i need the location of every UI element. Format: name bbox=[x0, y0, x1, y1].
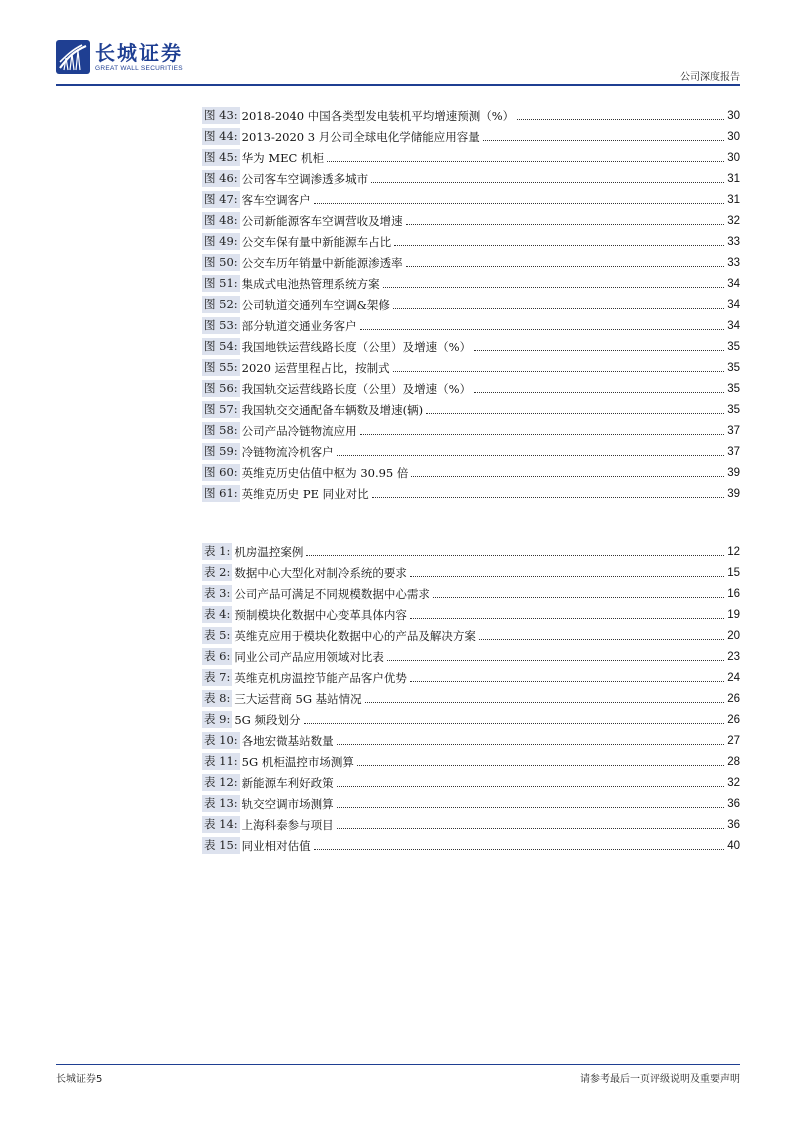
figure-entry-title: 公交车保有量中新能源车占比 bbox=[241, 234, 392, 249]
footer-divider bbox=[56, 1064, 740, 1065]
dot-leader bbox=[357, 765, 724, 766]
table-entry-label: 表 9: bbox=[204, 712, 231, 726]
figure-entry-page: 33 bbox=[727, 235, 740, 248]
table-entry-label: 表 12: bbox=[204, 775, 238, 789]
figure-entry-page: 39 bbox=[727, 466, 740, 479]
figure-entry-label: 图 61: bbox=[204, 486, 238, 500]
dot-leader bbox=[327, 161, 724, 162]
dot-leader bbox=[433, 597, 724, 598]
figure-entry-label: 图 57: bbox=[204, 402, 238, 416]
figure-entry-title: 公司产品冷链物流应用 bbox=[241, 423, 357, 438]
figure-entry[interactable] bbox=[202, 231, 740, 252]
figure-entry-page: 30 bbox=[727, 130, 740, 143]
figure-entry-page: 35 bbox=[727, 382, 740, 395]
figure-entry[interactable] bbox=[202, 336, 740, 357]
table-entry-page: 16 bbox=[727, 587, 740, 600]
figure-entry[interactable] bbox=[202, 462, 740, 483]
table-entry-label: 表 14: bbox=[204, 817, 238, 831]
figure-entry-title: 英维克历史估值中枢为 30.95 倍 bbox=[241, 465, 409, 480]
figure-entry-page: 39 bbox=[727, 487, 740, 500]
brand-logo bbox=[56, 40, 183, 74]
figure-entry[interactable] bbox=[202, 315, 740, 336]
figure-entry[interactable] bbox=[202, 147, 740, 168]
figure-entry-label: 图 49: bbox=[204, 234, 238, 248]
figure-entry[interactable] bbox=[202, 294, 740, 315]
footer-disclaimer: 请参考最后一页评级说明及重要声明 bbox=[580, 1074, 740, 1085]
table-entry-title: 机房温控案例 bbox=[234, 544, 304, 559]
dot-leader bbox=[314, 203, 725, 204]
dot-leader bbox=[483, 140, 724, 141]
figure-entry-title: 我国轨交交通配备车辆数及增速(辆) bbox=[241, 402, 424, 417]
figure-entry-title: 公交车历年销量中新能源渗透率 bbox=[241, 255, 403, 270]
figure-entry[interactable] bbox=[202, 399, 740, 420]
figure-entry[interactable] bbox=[202, 105, 740, 126]
table-entry-label: 表 4: bbox=[204, 607, 231, 621]
figure-entry-label: 图 56: bbox=[204, 381, 238, 395]
figure-entry-page: 34 bbox=[727, 319, 740, 332]
dot-leader bbox=[337, 786, 725, 787]
figure-entry-page: 35 bbox=[727, 361, 740, 374]
table-entry[interactable] bbox=[202, 646, 740, 667]
dot-leader bbox=[474, 392, 724, 393]
table-entry-title: 轨交空调市场测算 bbox=[241, 796, 334, 811]
dot-leader bbox=[360, 434, 725, 435]
dot-leader bbox=[371, 182, 724, 183]
figure-entry-label: 图 52: bbox=[204, 297, 238, 311]
table-entry-page: 32 bbox=[727, 776, 740, 789]
page-header bbox=[56, 40, 740, 88]
table-entry[interactable] bbox=[202, 751, 740, 772]
table-entry-label: 表 6: bbox=[204, 649, 231, 663]
figure-entry-label: 图 44: bbox=[204, 129, 238, 143]
table-entry-page: 36 bbox=[727, 818, 740, 831]
figure-entry[interactable] bbox=[202, 189, 740, 210]
brand-name-cn: 长城证券 bbox=[95, 40, 183, 65]
dot-leader bbox=[411, 476, 724, 477]
dot-leader bbox=[394, 245, 724, 246]
dot-leader bbox=[387, 660, 724, 661]
table-entry-title: 同业公司产品应用领域对比表 bbox=[234, 649, 384, 664]
table-entry-label: 表 13: bbox=[204, 796, 238, 810]
dot-leader bbox=[337, 455, 725, 456]
table-index bbox=[202, 541, 740, 856]
figure-entry-label: 图 47: bbox=[204, 192, 238, 206]
table-entry-title: 预制模块化数据中心变革具体内容 bbox=[234, 607, 407, 622]
figure-entry[interactable] bbox=[202, 441, 740, 462]
figure-entry-title: 2020 运营里程占比，按制式 bbox=[241, 360, 390, 375]
table-entry-label: 表 7: bbox=[204, 670, 231, 684]
figure-entry[interactable] bbox=[202, 273, 740, 294]
figure-entry-page: 34 bbox=[727, 298, 740, 311]
dot-leader bbox=[410, 681, 724, 682]
figure-entry-label: 图 53: bbox=[204, 318, 238, 332]
figure-entry-label: 图 60: bbox=[204, 465, 238, 479]
figure-entry-label: 图 58: bbox=[204, 423, 238, 437]
figure-entry-title: 公司轨道交通列车空调&架修 bbox=[241, 297, 390, 312]
brand-name-en: GREAT WALL SECURITIES bbox=[95, 64, 183, 72]
figure-entry-label: 图 54: bbox=[204, 339, 238, 353]
figure-entry-title: 集成式电池热管理系统方案 bbox=[241, 276, 380, 291]
dot-leader bbox=[393, 308, 724, 309]
table-entry[interactable] bbox=[202, 709, 740, 730]
figure-entry-title: 我国地铁运营线路长度（公里）及增速（%） bbox=[241, 339, 472, 354]
figure-entry-page: 34 bbox=[727, 277, 740, 290]
table-entry-title: 5G 频段划分 bbox=[234, 712, 301, 727]
table-entry-label: 表 5: bbox=[204, 628, 231, 642]
table-entry-page: 23 bbox=[727, 650, 740, 663]
figure-entry[interactable] bbox=[202, 483, 740, 504]
table-entry-title: 新能源车利好政策 bbox=[241, 775, 334, 790]
great-wall-logo-icon bbox=[56, 40, 90, 74]
table-entry[interactable] bbox=[202, 667, 740, 688]
figure-entry-title: 我国轨交运营线路长度（公里）及增速（%） bbox=[241, 381, 472, 396]
table-entry-title: 英维克应用于模块化数据中心的产品及解决方案 bbox=[234, 628, 476, 643]
figure-entry-title: 公司新能源客车空调营收及增速 bbox=[241, 213, 403, 228]
dot-leader bbox=[393, 371, 725, 372]
figure-entry-title: 英维克历史 PE 同业对比 bbox=[241, 486, 369, 501]
table-entry-page: 15 bbox=[727, 566, 740, 579]
figure-entry-title: 客车空调客户 bbox=[241, 192, 311, 207]
table-entry[interactable] bbox=[202, 604, 740, 625]
figure-entry-label: 图 59: bbox=[204, 444, 238, 458]
table-entry-title: 上海科泰参与项目 bbox=[241, 817, 334, 832]
figure-entry-label: 图 46: bbox=[204, 171, 238, 185]
table-entry-title: 数据中心大型化对制冷系统的要求 bbox=[234, 565, 407, 580]
footer-page-brand: 长城证券5 bbox=[56, 1074, 103, 1085]
dot-leader bbox=[372, 497, 725, 498]
table-entry[interactable] bbox=[202, 625, 740, 646]
table-entry-page: 20 bbox=[727, 629, 740, 642]
dot-leader bbox=[406, 224, 725, 225]
table-entry-label: 表 11: bbox=[204, 754, 238, 768]
table-entry[interactable] bbox=[202, 562, 740, 583]
dot-leader bbox=[306, 555, 724, 556]
figure-entry-label: 图 45: bbox=[204, 150, 238, 164]
dot-leader bbox=[410, 618, 724, 619]
table-entry-page: 19 bbox=[727, 608, 740, 621]
figure-entry[interactable] bbox=[202, 357, 740, 378]
figure-entry-title: 部分轨道交通业务客户 bbox=[241, 318, 357, 333]
figure-entry-title: 2013-2020 3 月公司全球电化学储能应用容量 bbox=[241, 129, 480, 144]
figure-entry-label: 图 48: bbox=[204, 213, 238, 227]
table-entry[interactable] bbox=[202, 772, 740, 793]
figure-entry[interactable] bbox=[202, 168, 740, 189]
table-entry-label: 表 2: bbox=[204, 565, 231, 579]
figure-entry-page: 35 bbox=[727, 403, 740, 416]
dot-leader bbox=[365, 702, 725, 703]
dot-leader bbox=[314, 849, 725, 850]
table-entry-title: 英维克机房温控节能产品客户优势 bbox=[234, 670, 407, 685]
dot-leader bbox=[337, 744, 725, 745]
dot-leader bbox=[517, 119, 724, 120]
dot-leader bbox=[304, 723, 725, 724]
dot-leader bbox=[426, 413, 724, 414]
figure-entry-page: 31 bbox=[727, 193, 740, 206]
table-entry[interactable] bbox=[202, 583, 740, 604]
table-entry-title: 公司产品可满足不同规模数据中心需求 bbox=[234, 586, 430, 601]
dot-leader bbox=[337, 807, 725, 808]
table-entry-title: 各地宏微基站数量 bbox=[241, 733, 334, 748]
figure-entry-label: 图 55: bbox=[204, 360, 238, 374]
dot-leader bbox=[360, 329, 725, 330]
figure-entry-title: 2018-2040 中国各类型发电装机平均增速预测（%） bbox=[241, 108, 515, 123]
table-entry-label: 表 8: bbox=[204, 691, 231, 705]
dot-leader bbox=[410, 576, 724, 577]
table-entry-page: 36 bbox=[727, 797, 740, 810]
report-type: 公司深度报告 bbox=[680, 72, 740, 83]
table-entry[interactable] bbox=[202, 793, 740, 814]
figure-entry-page: 31 bbox=[727, 172, 740, 185]
figure-entry[interactable] bbox=[202, 420, 740, 441]
figure-entry-page: 33 bbox=[727, 256, 740, 269]
figure-entry-page: 32 bbox=[727, 214, 740, 227]
table-entry[interactable] bbox=[202, 688, 740, 709]
figure-entry-title: 华为 MEC 机柜 bbox=[241, 150, 324, 165]
table-entry-page: 26 bbox=[727, 713, 740, 726]
dot-leader bbox=[383, 287, 725, 288]
figure-entry-label: 图 43: bbox=[204, 108, 238, 122]
figure-entry[interactable] bbox=[202, 210, 740, 231]
dot-leader bbox=[406, 266, 725, 267]
figure-index bbox=[202, 105, 740, 504]
dot-leader bbox=[337, 828, 725, 829]
table-entry-page: 24 bbox=[727, 671, 740, 684]
dot-leader bbox=[474, 350, 724, 351]
header-divider bbox=[56, 84, 740, 86]
table-entry-title: 同业相对估值 bbox=[241, 838, 311, 853]
table-entry[interactable] bbox=[202, 814, 740, 835]
table-entry-title: 三大运营商 5G 基站情况 bbox=[234, 691, 362, 706]
table-entry-page: 28 bbox=[727, 755, 740, 768]
figure-entry-title: 冷链物流冷机客户 bbox=[241, 444, 334, 459]
figure-entry[interactable] bbox=[202, 126, 740, 147]
table-entry-page: 27 bbox=[727, 734, 740, 747]
table-entry-page: 26 bbox=[727, 692, 740, 705]
table-entry[interactable] bbox=[202, 730, 740, 751]
figure-entry[interactable] bbox=[202, 378, 740, 399]
figure-entry-label: 图 50: bbox=[204, 255, 238, 269]
figure-entry-label: 图 51: bbox=[204, 276, 238, 290]
table-entry-label: 表 1: bbox=[204, 544, 231, 558]
table-entry-label: 表 3: bbox=[204, 586, 231, 600]
figure-entry-page: 37 bbox=[727, 445, 740, 458]
table-entry-title: 5G 机柜温控市场测算 bbox=[241, 754, 354, 769]
table-entry[interactable] bbox=[202, 541, 740, 562]
figure-entry-page: 30 bbox=[727, 151, 740, 164]
figure-entry-page: 37 bbox=[727, 424, 740, 437]
table-entry[interactable] bbox=[202, 835, 740, 856]
table-entry-page: 12 bbox=[727, 545, 740, 558]
table-entry-label: 表 10: bbox=[204, 733, 238, 747]
table-entry-page: 40 bbox=[727, 839, 740, 852]
table-entry-label: 表 15: bbox=[204, 838, 238, 852]
figure-entry-title: 公司客车空调渗透多城市 bbox=[241, 171, 369, 186]
figure-entry-page: 30 bbox=[727, 109, 740, 122]
figure-entry[interactable] bbox=[202, 252, 740, 273]
figure-entry-page: 35 bbox=[727, 340, 740, 353]
dot-leader bbox=[479, 639, 724, 640]
